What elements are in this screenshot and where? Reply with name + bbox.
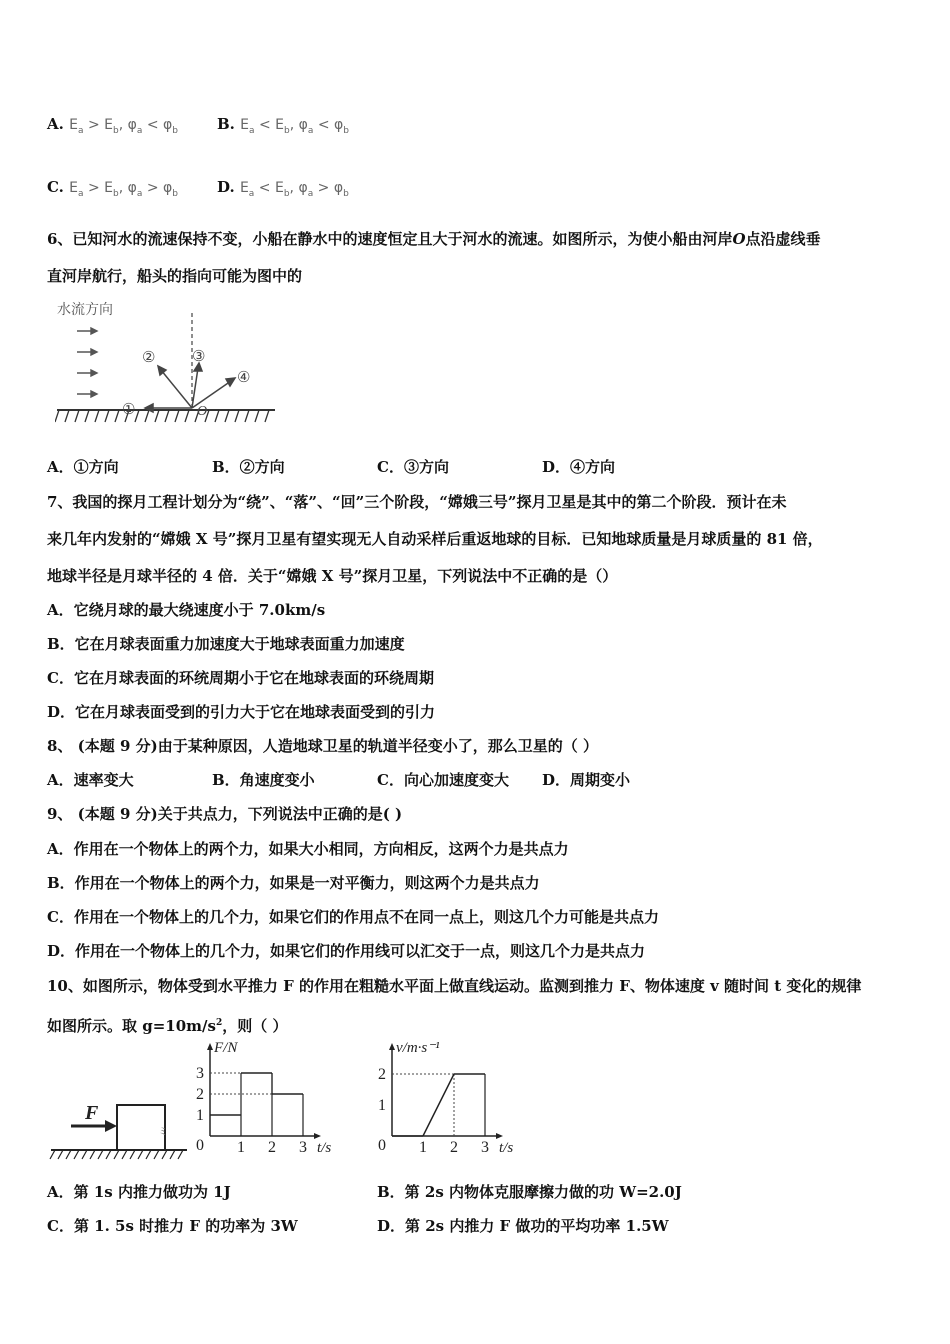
q8-option-b[interactable]: B．角速度变小 [212,771,315,789]
q8-option-c[interactable]: C．向心加速度变大 [377,771,509,789]
q10-option-a[interactable]: A．第 1s 内推力做功为 1J [47,1183,231,1201]
q7-option-a[interactable]: A．它绕月球的最大绕速度小于 7.0km/s [47,601,326,619]
q8-option-d[interactable]: D．周期变小 [542,771,631,789]
chart-title: F/N [214,1040,238,1056]
river-figure [55,298,280,438]
block-figure [47,1095,192,1160]
y-tick-label: 2 [378,1066,386,1083]
q9-option-c[interactable]: C．作用在一个物体上的几个力，如果它们的作用点不在同一点上，则这几个力可能是共点力 [47,908,659,926]
river-figure-title: 水流方向 [57,303,113,318]
q10-stem-line-2: 如图所示。取 $g=10m/s^2$，则（ ） [47,1017,288,1035]
q8-stem: 8、 (本题 9 分)由于某种原因，人造地球卫星的轨道半径变小了，那么卫星的（ ） [47,737,598,755]
x-tick-label: 2 [450,1139,458,1156]
x-tick-label: 1 [237,1139,245,1156]
origin-label: 0 [196,1137,204,1154]
force-arrowhead [105,1120,117,1132]
q5-option-d[interactable] [217,177,349,204]
y-tick-label: 2 [196,1086,204,1103]
q7-option-d[interactable]: D．它在月球表面受到的引力大于它在地球表面受到的引力 [47,703,436,721]
x-axis-arrow [314,1133,321,1139]
q10-option-c[interactable]: C．第 1. 5s 时推力 F 的功率为 3W [47,1217,298,1235]
x-tick-label: 1 [419,1139,427,1156]
q5-option-letter: D. [217,178,235,196]
chart-title: v/m·s⁻¹ [396,1040,440,1056]
direction-label-4: ④ [237,370,251,386]
river-bank [55,410,275,422]
y-axis-arrow [389,1043,395,1050]
q10-stem-line-1: 10、如图所示，物体受到水平推力 F 的作用在粗糙水平面上做直线运动。监测到推力 F、物体速度 v 随时间 t 变化的规律 [47,977,862,995]
origin-label: 0 [378,1137,386,1154]
x-tick-label: 2 [268,1139,276,1156]
x-axis-arrow [496,1133,503,1139]
x-axis-label: t/s [317,1140,332,1156]
y-axis-arrow [207,1043,213,1050]
q7-option-c[interactable]: C．它在月球表面的环统周期小于它在地球表面的环绕周期 [47,669,434,687]
force-time-chart [188,1038,338,1160]
x-tick-label: 3 [481,1139,489,1156]
q5-option-b[interactable] [217,114,349,141]
direction-arrows [145,363,235,412]
q9-option-a[interactable]: A．作用在一个物体上的两个力，如果大小相同，方向相反，这两个力是共点力 [47,840,569,858]
y-tick-label: 1 [196,1107,204,1124]
y-tick-label: 3 [196,1065,204,1082]
q6-stem-line-1: 6、已知河水的流速保持不变，小船在静水中的速度恒定且大于河水的流速。如图所示，为使小船由河岸O点沿虚线垂 [47,230,821,248]
q5-option-letter: C. [47,178,64,196]
q5-option-letter: B. [217,115,235,133]
x-tick-label: 3 [299,1139,307,1156]
q9-option-b[interactable]: B．作用在一个物体上的两个力，如果是一对平衡力，则这两个力是共点力 [47,874,540,892]
velocity-time-chart [370,1038,530,1160]
q6-option-d[interactable]: D．④方向 [542,458,616,476]
q7-option-b[interactable]: B．它在月球表面重力加速度大于地球表面重力加速度 [47,635,405,653]
q7-stem-line-3: 地球半径是月球半径的 4 倍．关于“嫦娥 X 号”探月卫星，下列说法中不正确的是（） [47,567,618,585]
ground-hatch [50,1150,183,1159]
point-o-label: O [197,404,208,419]
x-axis-label: t/s [499,1140,514,1156]
water-flow-arrows [77,328,97,397]
force-label: F [85,1102,99,1124]
math-expression: $E_a > E_b$, $\varphi_a > \varphi_b$ [69,180,179,199]
direction-label-3: ③ [192,349,206,365]
velocity-segment [423,1074,454,1136]
q10-option-b[interactable]: B．第 2s 内物体克服摩擦力做的功 W=2.0J [377,1183,682,1201]
direction-label-1: ① [122,402,136,418]
q6-option-a[interactable]: A．①方向 [47,458,119,476]
math-expression: $E_a > E_b$, $\varphi_a < \varphi_b$ [69,117,178,136]
q6-stem-line-2: 直河岸航行，船头的指向可能为图中的 [47,267,303,285]
block-mark: ミ [158,1127,168,1138]
q5-option-a[interactable] [47,114,178,141]
q5-option-letter: A. [47,115,64,133]
direction-label-2: ② [142,350,156,366]
q7-stem-line-2: 来几年内发射的“嫦娥 X 号”探月卫星有望实现无人自动采样后重返地球的目标．已知地球质量是月球质量的 81 倍， [47,530,823,548]
math-expression: $E_a < E_b$, $\varphi_a < \varphi_b$ [240,117,350,136]
q9-option-d[interactable]: D．作用在一个物体上的几个力，如果它们的作用线可以汇交于一点，则这几个力是共点力 [47,942,646,960]
q10-option-d[interactable]: D．第 2s 内推力 F 做功的平均功率 1.5W [377,1217,669,1235]
q8-option-a[interactable]: A．速率变大 [47,771,134,789]
q6-option-b[interactable]: B．②方向 [212,458,285,476]
q6-option-c[interactable]: C．③方向 [377,458,449,476]
q9-stem: 9、 (本题 9 分)关于共点力，下列说法中正确的是( ) [47,805,403,823]
math-expression: $E_a < E_b$, $\varphi_a > \varphi_b$ [239,180,349,199]
q7-stem-line-1: 7、我国的探月工程计划分为“绕”、“落”、“回”三个阶段，“嫦娥三号”探月卫星是其中的第二个阶段．预计在未 [47,493,787,511]
q5-option-c[interactable] [47,177,178,204]
y-tick-label: 1 [378,1097,386,1114]
